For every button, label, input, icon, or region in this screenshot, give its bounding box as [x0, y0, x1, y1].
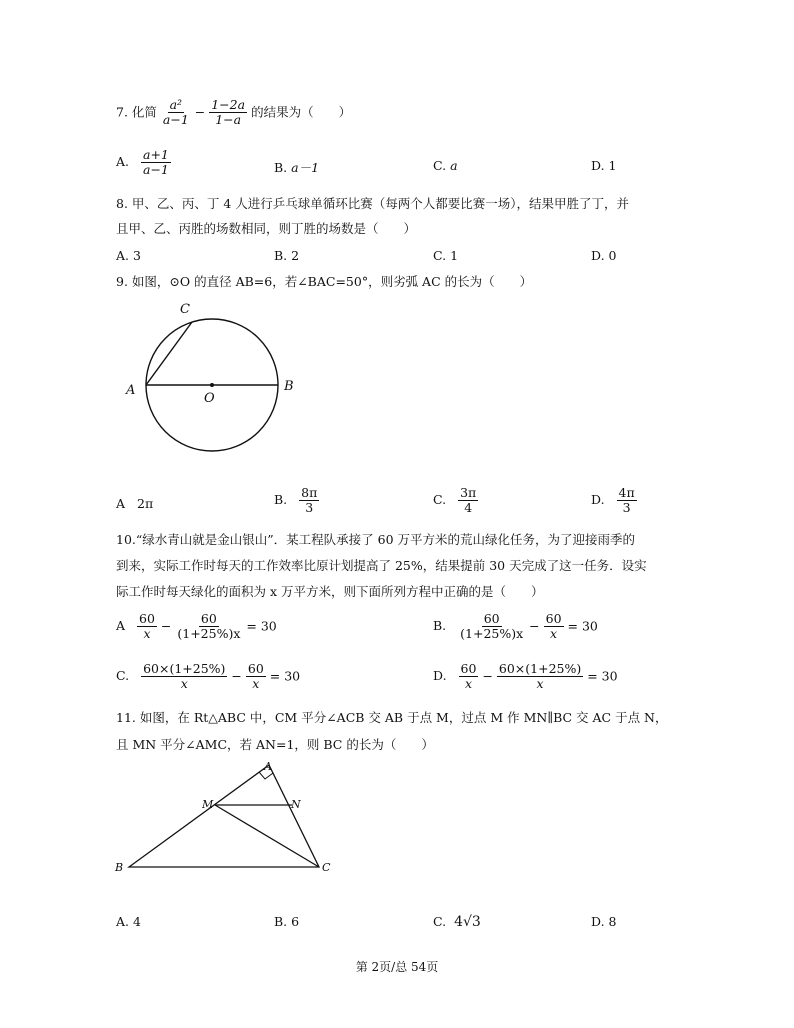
- q7-prefix: 7. 化简: [116, 104, 157, 120]
- q10-option-b: B. $\frac{60}{(1+25\%)x}$ − $\frac{60}{x}$ = 30: [433, 611, 598, 642]
- q11-label-c: C: [322, 861, 331, 874]
- q10-option-a: A $\frac{60}{x}$ − $\frac{60}{(1+25\%)x}$ = 30: [116, 611, 277, 642]
- q11-label-n: N: [291, 798, 301, 811]
- q9-label-b: B: [284, 379, 294, 394]
- q11-option-b: B. 6: [274, 914, 300, 929]
- q11-label-a: A: [264, 760, 272, 773]
- q11-line-2: 且 MN 平分∠AMC，若 AN=1，则 BC 的长为（ ）: [116, 737, 434, 752]
- q10-option-d: D. $\frac{60}{x}$ − $\frac{60\times(1+25\%)}{x}$ = 30: [433, 661, 618, 692]
- q9-label-c: C: [180, 302, 190, 317]
- q8-option-c: C. 1: [433, 248, 459, 263]
- q11-triangle-figure: [120, 760, 340, 880]
- right-angle-marker: [259, 772, 273, 779]
- q11-label-b: B: [115, 861, 124, 874]
- q7-option-a: A. $\frac{a+1}{a-1}$: [116, 147, 169, 178]
- q11-line-1: 11. 如图，在 Rt△ABC 中，CM 平分∠ACB 交 AB 于点 M，过点 M 作 MN∥BC 交 AC 于点 N，: [116, 710, 668, 725]
- q7-suffix: 的结果为（ ）: [251, 104, 352, 120]
- q9-option-a: A 2π: [116, 496, 154, 511]
- q11-label-m: M: [202, 798, 214, 811]
- q8-option-b: B. 2: [274, 248, 300, 263]
- q10-line-1: 10.“绿水青山就是金山银山”．某工程队承接了 60 万平方米的荒山绿化任务，为了迎接雨季的: [116, 532, 636, 547]
- q11-option-d: D. 8: [591, 914, 617, 929]
- q8-option-a: A. 3: [116, 248, 141, 263]
- q7-option-d: D. 1: [591, 158, 617, 173]
- q7-stem: 7. 化简 $\frac{\text{a²}}{a-1}$ − $\frac{1-2a}{1-a}$ 的结果为（ ）: [116, 97, 352, 128]
- q7-option-b: B. a－1: [274, 160, 320, 175]
- q9-label-o: O: [204, 391, 215, 406]
- q11-option-a: A. 4: [116, 914, 141, 929]
- q10-option-c: C. $\frac{60\times(1+25\%)}{x}$ − $\frac{60}{x}$ = 30: [116, 661, 301, 692]
- q11-option-c: C. 4√3: [433, 914, 481, 930]
- q7-fraction-2: $\frac{1-2a}{1-a}$: [211, 97, 246, 128]
- triangle-abc: [129, 765, 319, 867]
- q10-line-2: 到来，实际工作时每天的工作效率比原计划提高了 25%，结果提前 30 天完成了这一任务．设实: [116, 558, 647, 573]
- q8-option-d: D. 0: [591, 248, 617, 263]
- q10-line-3: 际工作时每天绿化的面积为 x 万平方米，则下面所列方程中正确的是（ ）: [116, 584, 544, 599]
- q7-option-c: C. a: [433, 158, 458, 173]
- q9-stem: 9. 如图，⊙O 的直径 AB=6，若∠BAC=50°，则劣弧 AC 的长为（ ）: [116, 274, 533, 289]
- page-footer: 第 2页/总 54页: [355, 960, 439, 974]
- q9-option-b: B. $\frac{8\pi}{3}$: [274, 485, 318, 516]
- q8-line-1: 8. 甲、乙、丙、丁 4 人进行乒乓球单循环比赛（每两个人都要比赛一场），结果甲胜了丁，并: [116, 196, 630, 211]
- q9-label-a: A: [126, 383, 136, 398]
- chord-ac: [146, 322, 192, 385]
- q9-option-d: D. $\frac{4\pi}{3}$: [591, 485, 635, 516]
- q8-line-2: 且甲、乙、丙胜的场数相同，则丁胜的场数是（ ）: [116, 221, 417, 236]
- q9-option-c: C. $\frac{3\pi}{4}$: [433, 485, 477, 516]
- q9-circle-figure: [120, 298, 310, 478]
- center-point-o: [210, 383, 214, 387]
- q7-fraction-1: $\frac{\text{a²}}{a-1}$: [162, 97, 189, 128]
